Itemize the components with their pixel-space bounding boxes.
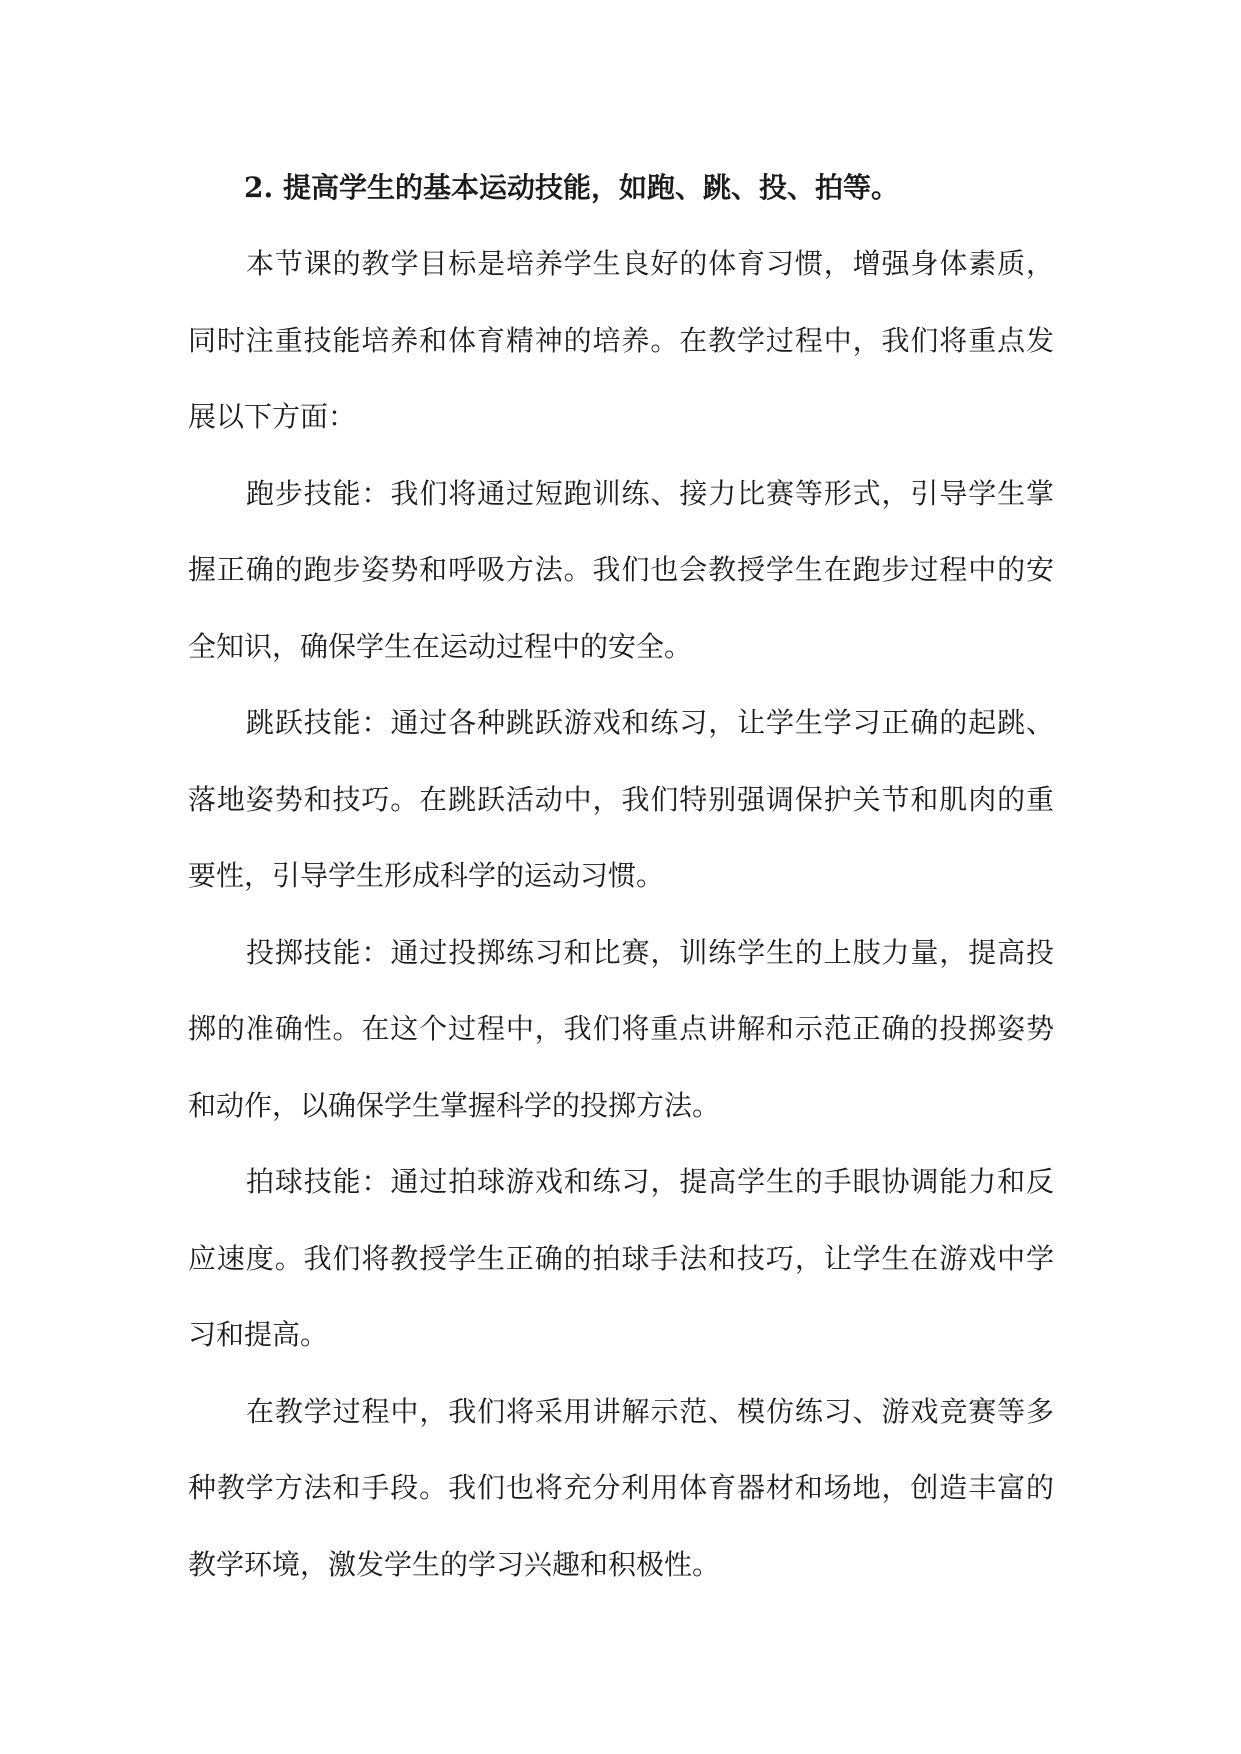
paragraph-jumping-skills: 跳跃技能：通过各种跳跃游戏和练习，让学生学习正确的起跳、落地姿势和技巧。在跳跃活动中，我们特别强调保护关节和肌肉的重要性，引导学生形成科学的运动习惯。 [188, 706, 1054, 892]
paragraph-teaching-methods: 在教学过程中，我们将采用讲解示范、模仿练习、游戏竞赛等多种教学方法和手段。我们也将充分利用体育器材和场地，创造丰富的教学环境，激发学生的学习兴趣和积极性。 [188, 1394, 1054, 1581]
paragraph-ball-bouncing-skills: 拍球技能：通过拍球游戏和练习，提高学生的手眼协调能力和反应速度。我们将教授学生正确的拍球手法和技巧，让学生在游戏中学习和提高。 [188, 1165, 1054, 1351]
paragraph-teaching-goals: 本节课的教学目标是培养学生良好的体育习惯，增强身体素质，同时注重技能培养和体育精神的培养。在教学过程中，我们将重点发展以下方面： [188, 247, 1054, 433]
section-heading: 2. 提高学生的基本运动技能，如跑、跳、投、拍等。 [244, 171, 899, 204]
paragraph-running-skills: 跑步技能：我们将通过短跑训练、接力比赛等形式，引导学生掌握正确的跑步姿势和呼吸方法。我们也会教授学生在跑步过程中的安全知识，确保学生在运动过程中的安全。 [188, 476, 1054, 663]
document-body [188, 150, 1054, 1603]
paragraph-throwing-skills: 投掷技能：通过投掷练习和比赛，训练学生的上肢力量，提高投掷的准确性。在这个过程中，我们将重点讲解和示范正确的投掷姿势和动作，以确保学生掌握科学的投掷方法。 [188, 935, 1054, 1122]
